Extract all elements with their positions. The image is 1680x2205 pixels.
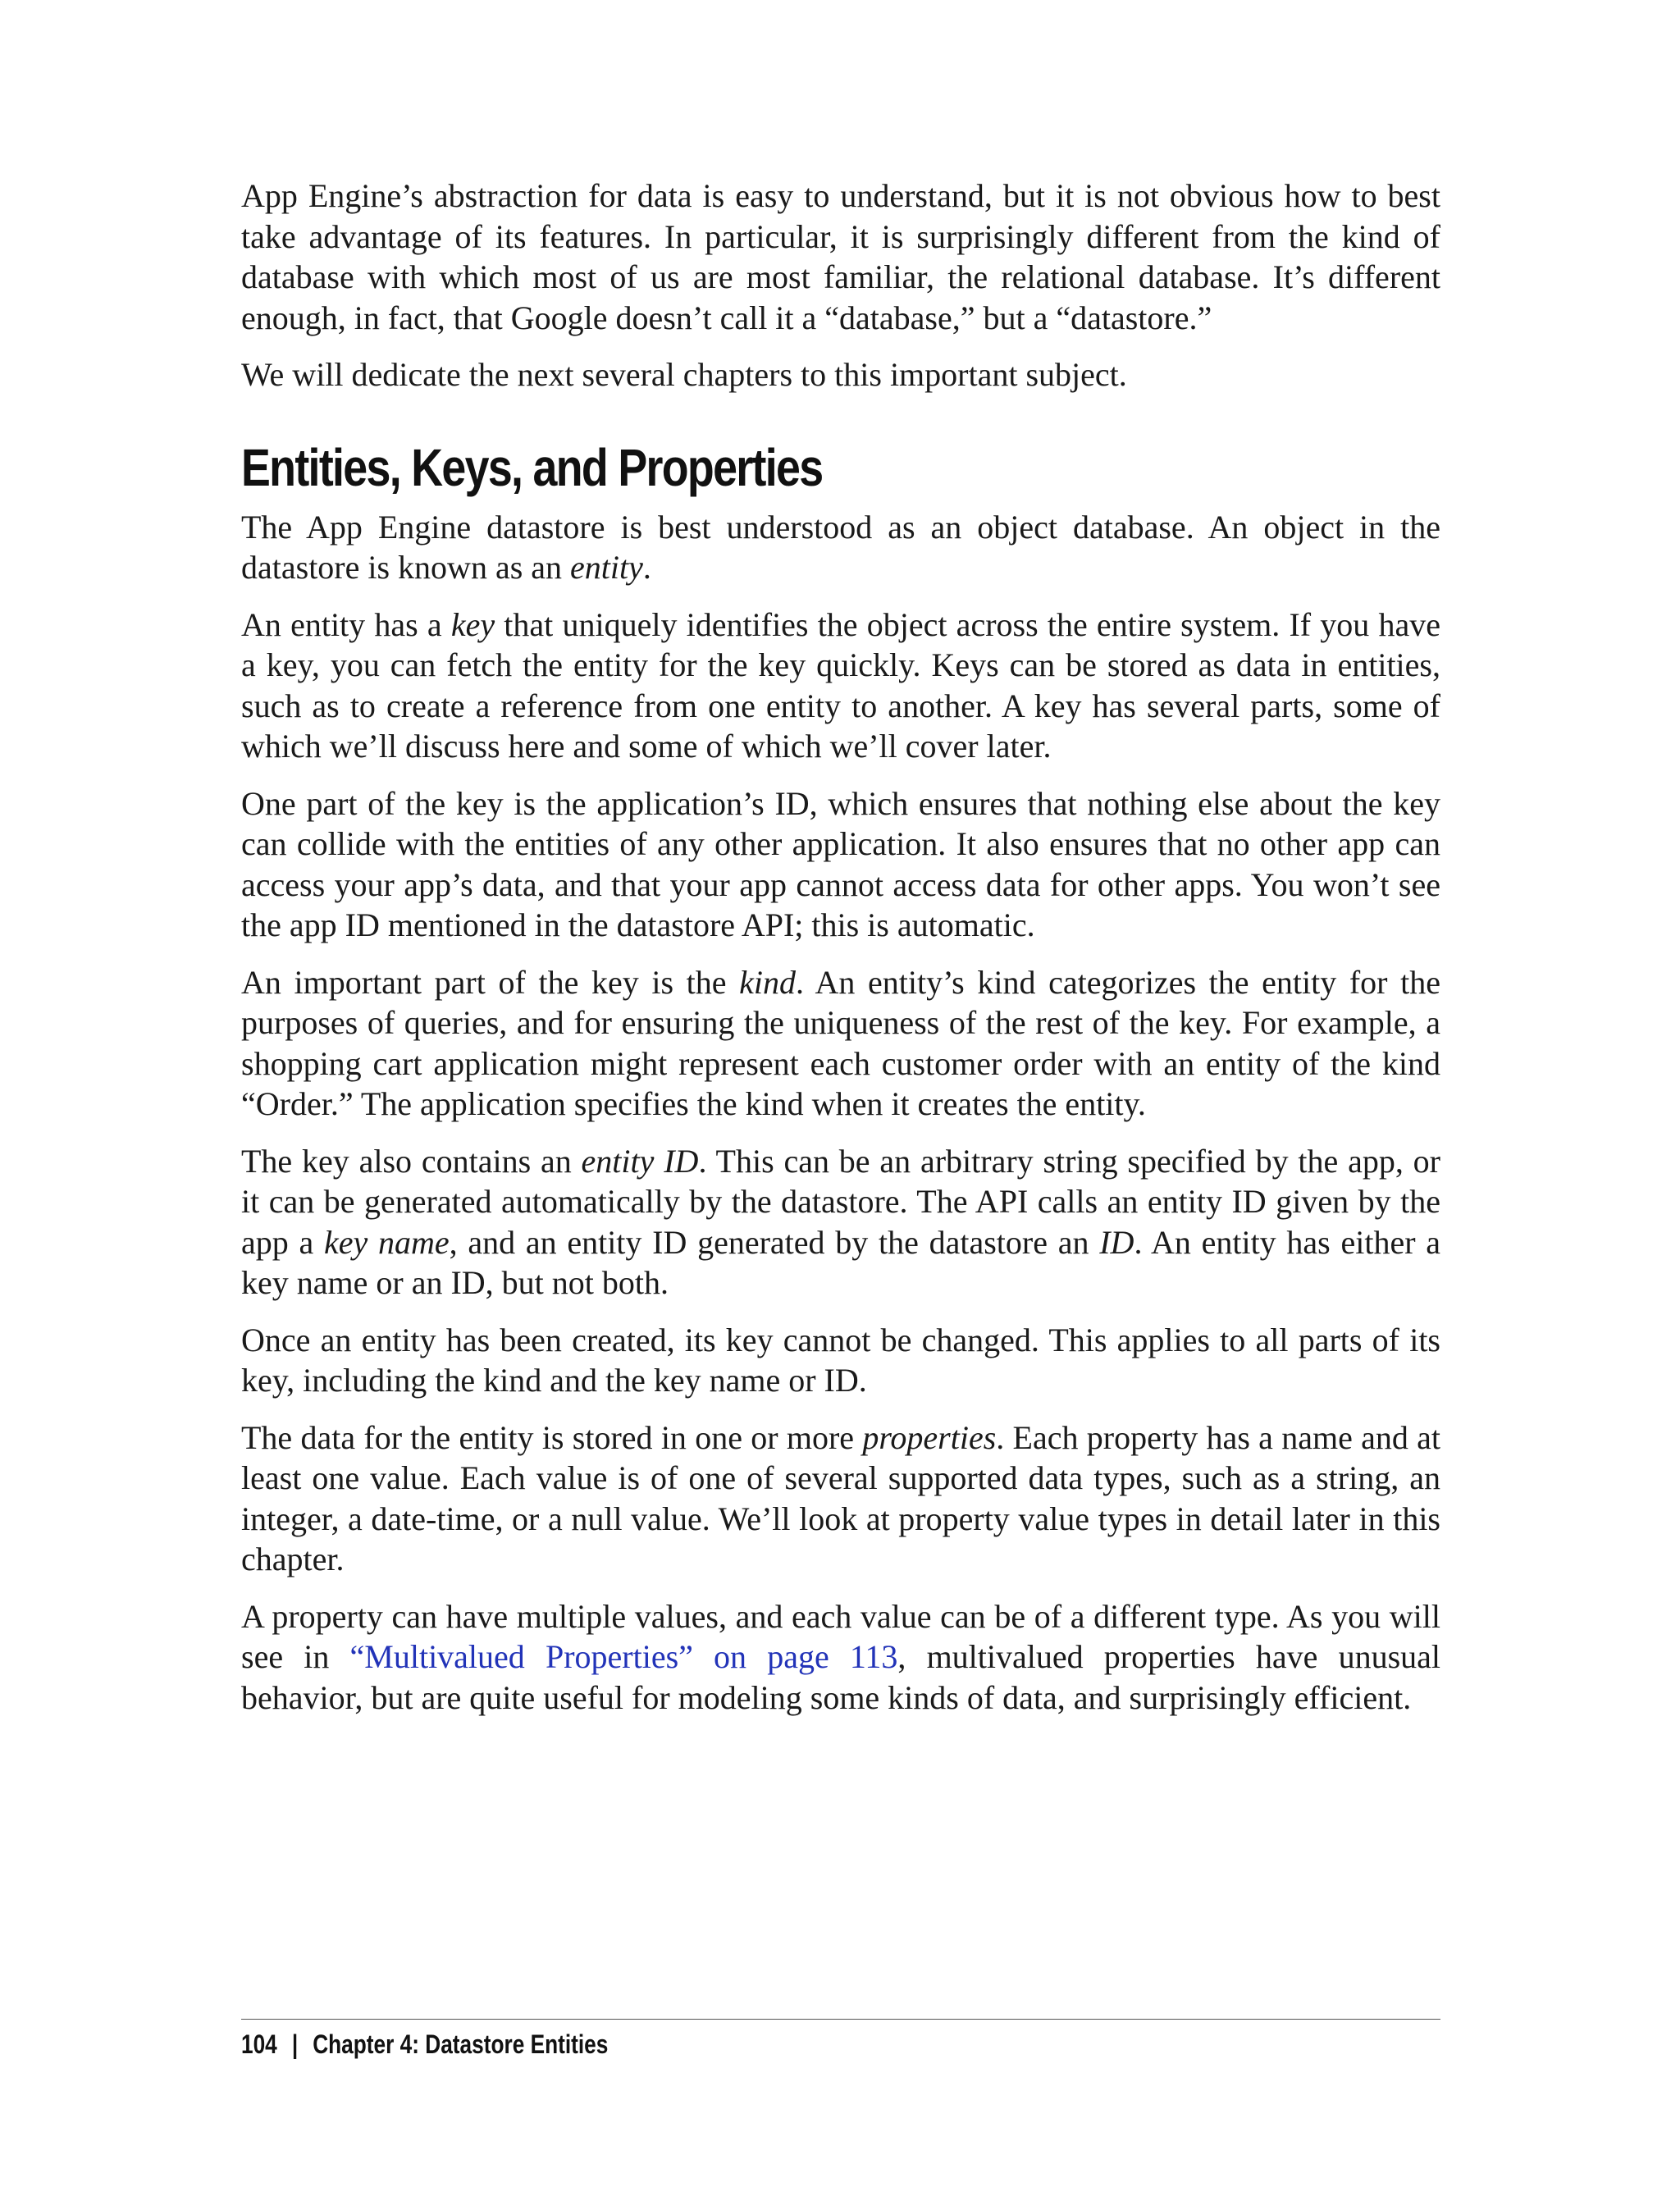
page-body [241, 176, 1440, 1734]
paragraph-key: An entity has a key that uniquely identifies the object across the entire system. If you have a key, you can fetch the entity for the key quickly. Keys can be stored as data in entities, such as to create a reference from one entity to another. A key has several parts, some of which we’ll discuss here and some of which we’ll cover later. [241, 605, 1440, 765]
multivalued-properties-link[interactable]: “Multivalued Properties” on page 113 [349, 1638, 898, 1675]
paragraph-properties: The data for the entity is stored in one or more properties. Each property has a name and at least one value. Each value is of one of several supported data types, such as a string, an integer, a date-time, or a null value. We’ll look at property value types in detail later in this chapter. [241, 1418, 1440, 1577]
intro-paragraph-1: App Engine’s abstraction for data is easy to understand, but it is not obvious how to best take advantage of its features. In particular, it is surprisingly different from the kind of database with which most of us are most familiar, the relational database. It’s different enough, in fact, that Google doesn’t call it a “database,” but a “datastore.” [241, 177, 1440, 336]
chapter-title: Chapter 4: Datastore Entities [313, 2029, 609, 2059]
footer-separator: | [291, 2029, 299, 2059]
paragraph-app-id: One part of the key is the application’s ID, which ensures that nothing else about the key can collide with the entities of any other application. It also ensures that no other app can access your app’s data, and that your app cannot access data for other apps. You won’t see the app ID mentioned in the datastore API; this is automatic. [241, 784, 1440, 943]
section-heading: Entities, Keys, and Properties [241, 437, 823, 497]
intro-paragraph-2: We will dedicate the next several chapters to this important subject. [241, 356, 1127, 393]
term-entity-id: entity ID [581, 1142, 699, 1180]
term-kind: kind [739, 963, 797, 1001]
term-entity: entity [570, 549, 643, 586]
term-properties: properties [862, 1418, 997, 1456]
paragraph-kind: An important part of the key is the kind. An entity’s kind categorizes the entity for the purposes of queries, and for ensuring the uniqueness of the rest of the key. For example, a shopping cart application might represent each customer order with an entity of the kind “Order.” The application specifies the kind when it creates the entity. [241, 963, 1441, 1122]
paragraph-multivalued: A property can have multiple values, and each value can be of a different type. As you will see in “Multivalued Properties” on page 113, multivalued properties have unusual behavior, but are quite useful for modeling some kinds of data, and surprisingly efficient. [241, 1597, 1441, 1716]
term-id: ID [1099, 1223, 1134, 1261]
page-number: 104 [241, 2029, 277, 2059]
paragraph-key-immutable: Once an entity has been created, its key cannot be changed. This applies to all parts of its key, including the kind and the key name or ID. [241, 1321, 1440, 1399]
paragraph-entity: The App Engine datastore is best understood as an object database. An object in the datastore is known as an entity. [241, 508, 1440, 586]
paragraph-entity-id: The key also contains an entity ID. This can be an arbitrary string specified by the app, or it can be generated automatically by the datastore. The API calls an entity ID given by the app a key name, and an entity ID generated by the datastore an ID. An entity has either a key name or an ID, but not both. [241, 1142, 1441, 1301]
term-key-name: key name [323, 1223, 450, 1261]
page-footer [241, 2028, 608, 2061]
term-key: key [450, 605, 495, 643]
footer-rule [241, 2019, 1440, 2020]
